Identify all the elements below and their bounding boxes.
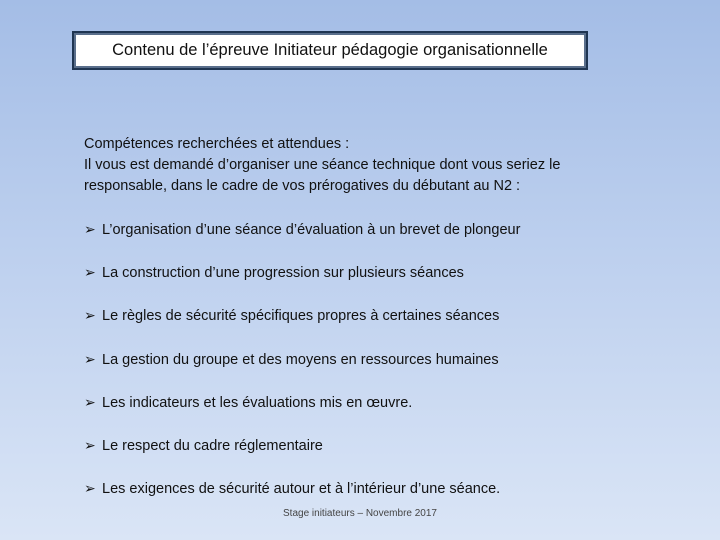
arrowhead-bullet-icon: ➢ [84, 351, 96, 367]
bullet-item: ➢ L’organisation d’une séance d’évaluation à un brevet de plongeur [84, 221, 521, 238]
arrowhead-bullet-icon: ➢ [84, 394, 96, 410]
intro-heading: Compétences recherchées et attendues : [84, 136, 350, 152]
bullet-item: ➢ Les exigences de sécurité autour et à l’intérieur d’une séance. [84, 480, 501, 497]
intro-line-2: responsable, dans le cadre de vos prérogatives du débutant au N2 : [84, 178, 521, 194]
bullet-item: ➢ Les indicateurs et les évaluations mis en œuvre. [84, 394, 413, 411]
bullet-item: ➢ Le respect du cadre réglementaire [84, 437, 323, 454]
arrowhead-bullet-icon: ➢ [84, 264, 96, 280]
intro-line-1: Il vous est demandé d’organiser une séance technique dont vous seriez le [84, 157, 561, 173]
bullet-item: ➢ La gestion du groupe et des moyens en ressources humaines [84, 351, 499, 368]
bullet-item: ➢ La construction d’une progression sur plusieurs séances [84, 264, 464, 281]
arrowhead-bullet-icon: ➢ [84, 307, 96, 323]
arrowhead-bullet-icon: ➢ [84, 221, 96, 237]
arrowhead-bullet-icon: ➢ [84, 480, 96, 496]
slide-footer: Stage initiateurs – Novembre 2017 [283, 508, 437, 519]
arrowhead-bullet-icon: ➢ [84, 437, 96, 453]
slide-title: Contenu de l’épreuve Initiateur pédagogie organisationnelle [112, 41, 548, 59]
slide-title-box [72, 31, 588, 70]
intro-text [84, 134, 644, 197]
bullet-item: ➢ Le règles de sécurité spécifiques propres à certaines séances [84, 307, 500, 324]
